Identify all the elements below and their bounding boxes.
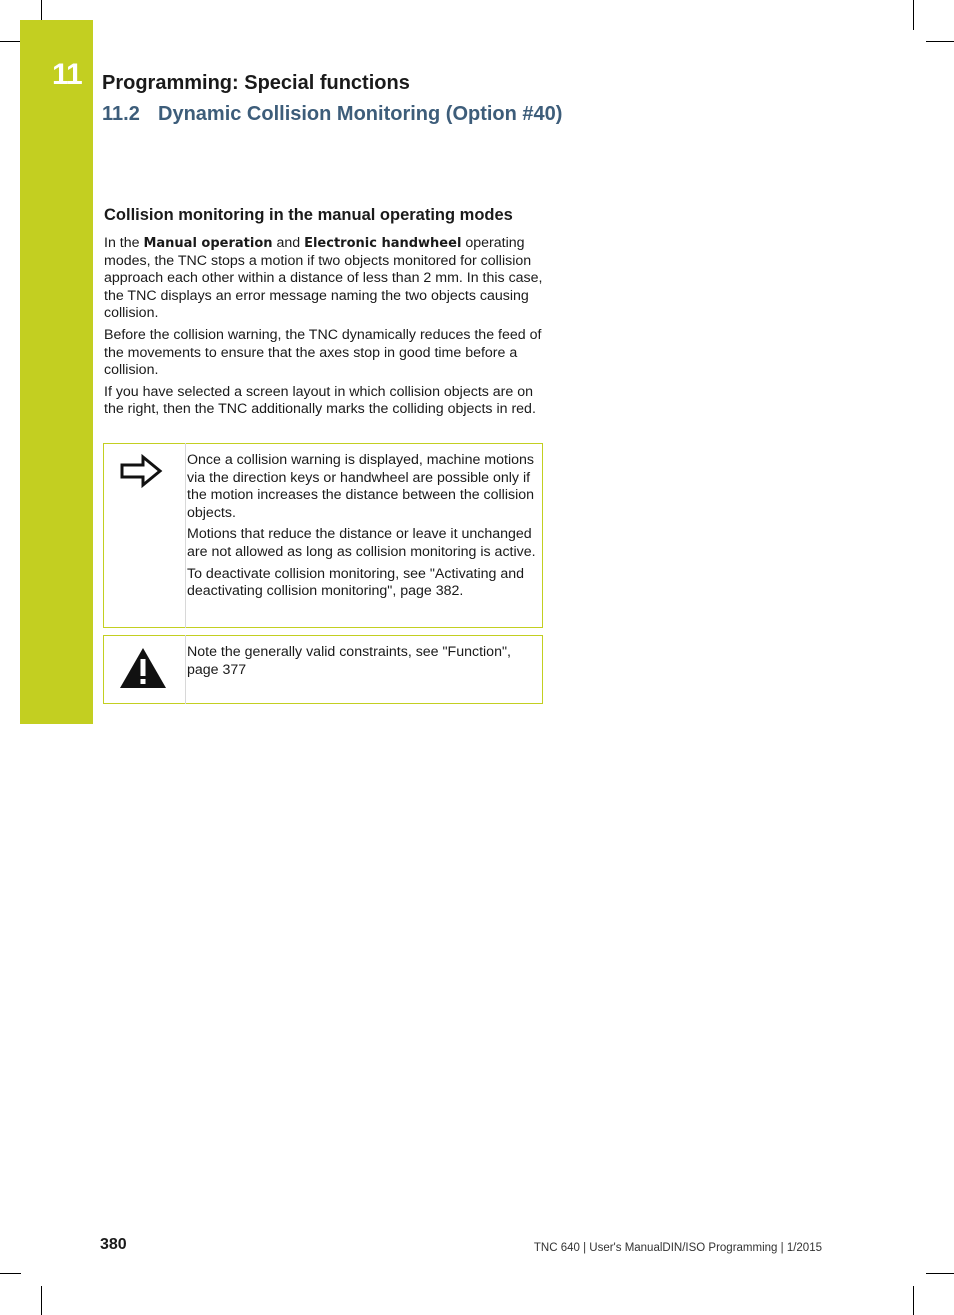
text-run: operating modes, the TNC stops a motion if two objects monitored for collision approach each other within a distance of less than 2 mm. In this case, the TNC displays an error message naming the two objects causing collision. bbox=[104, 235, 543, 322]
section-title: Dynamic Collision Monitoring (Option #40) bbox=[158, 103, 563, 125]
section-heading bbox=[102, 103, 562, 126]
crop-mark bbox=[0, 1273, 21, 1274]
paragraph bbox=[104, 235, 546, 323]
crop-mark bbox=[0, 41, 21, 42]
crop-mark bbox=[41, 0, 42, 21]
warning-box bbox=[103, 635, 543, 704]
subheading: Collision monitoring in the manual operating modes bbox=[104, 206, 513, 224]
note-divider bbox=[185, 443, 186, 628]
ui-term-electronic-handwheel: Electronic handwheel bbox=[304, 236, 462, 251]
note-text bbox=[187, 452, 539, 605]
text-run: In the bbox=[104, 235, 144, 251]
text-run: and bbox=[272, 235, 305, 251]
page-number: 380 bbox=[100, 1236, 127, 1253]
note-paragraph: Once a collision warning is displayed, machine motions via the direction keys or handwheel are possible only if the motion increases the distance between the collision objects. bbox=[187, 452, 535, 521]
crop-mark bbox=[913, 1286, 914, 1315]
crop-mark bbox=[41, 1286, 42, 1315]
crop-mark bbox=[926, 41, 954, 42]
paragraph: If you have selected a screen layout in which collision objects are on the right, then the TNC additionally marks the colliding objects in red. bbox=[104, 383, 536, 418]
chapter-title: Programming: Special functions bbox=[102, 72, 410, 94]
warning-icon bbox=[118, 645, 168, 696]
paragraph: Before the collision warning, the TNC dynamically reduces the feed of the movements to ensure that the axes stop in good time before a collision. bbox=[104, 326, 542, 379]
warning-text: Note the generally valid constraints, see "Function", page 377 bbox=[187, 644, 511, 678]
chapter-tab-bar bbox=[20, 20, 93, 724]
chapter-number: 11 bbox=[52, 58, 82, 91]
section-number: 11.2 bbox=[102, 103, 140, 125]
main-content bbox=[104, 205, 546, 423]
note-box bbox=[103, 443, 543, 628]
note-paragraph: Motions that reduce the distance or leave it unchanged are not allowed as long as collision monitoring is active. bbox=[187, 526, 536, 560]
crop-mark bbox=[926, 1273, 954, 1274]
warning-divider bbox=[185, 635, 186, 704]
footer-text: TNC 640 | User's ManualDIN/ISO Programming | 1/2015 bbox=[533, 1242, 822, 1254]
arrow-right-icon bbox=[118, 453, 166, 494]
ui-term-manual-operation: Manual operation bbox=[143, 236, 273, 251]
note-paragraph: To deactivate collision monitoring, see "Activating and deactivating collision monitoring", page 382. bbox=[187, 565, 525, 600]
crop-mark bbox=[913, 0, 914, 30]
